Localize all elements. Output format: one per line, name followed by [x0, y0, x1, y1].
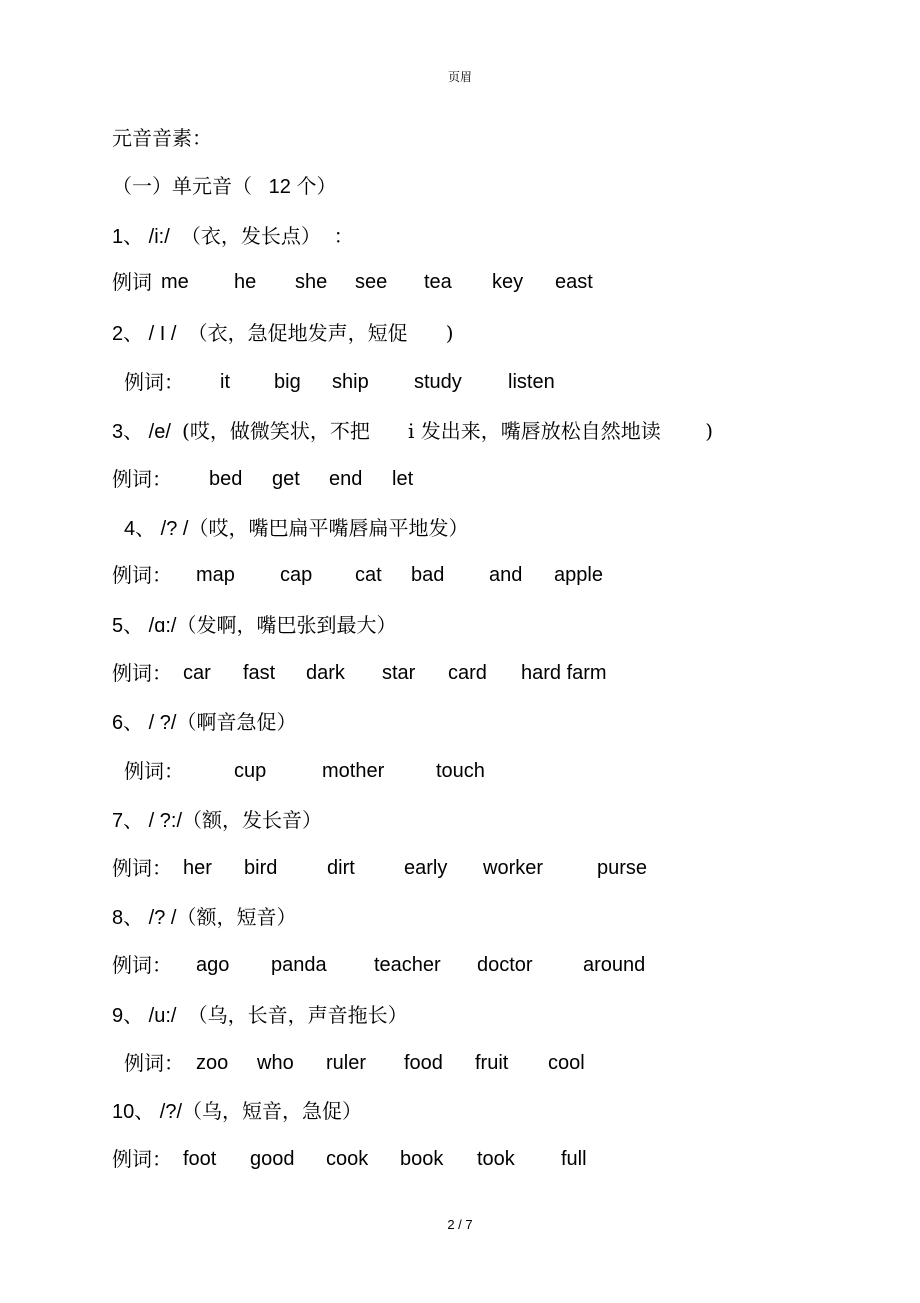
- example-label: 例词：: [112, 661, 172, 685]
- example-word: panda: [271, 954, 327, 976]
- example-word: cup: [234, 760, 267, 782]
- example-word: purse: [597, 857, 648, 879]
- example-word: full: [561, 1148, 587, 1170]
- example-word: zoo: [196, 1052, 229, 1074]
- vowel-description: （乌，短音，急促）: [182, 1099, 363, 1123]
- example-word: around: [583, 954, 646, 976]
- page-title: 元音音素：: [112, 126, 212, 150]
- example-word: card: [448, 662, 487, 684]
- example-word: dark: [306, 662, 345, 684]
- vowel-heading: [112, 321, 454, 346]
- vowel-symbol: 10、 /?/: [112, 1101, 183, 1123]
- example-word: her: [183, 857, 212, 879]
- example-word: fruit: [475, 1052, 509, 1074]
- example-word: end: [329, 468, 363, 490]
- example-word: car: [183, 662, 211, 684]
- example-label: 例词：: [112, 953, 172, 977]
- vowel-description: （衣，发长点） ：: [180, 224, 354, 248]
- vowel-symbol: 5、 /ɑ:/: [112, 615, 177, 637]
- example-word: fast: [243, 662, 276, 684]
- example-word: let: [392, 468, 414, 490]
- example-word: apple: [554, 564, 603, 586]
- example-word: bed: [209, 468, 243, 490]
- example-word: get: [272, 468, 300, 490]
- vowel-heading: [112, 808, 322, 833]
- vowel-heading: [112, 419, 713, 444]
- example-label: 例词：: [112, 563, 172, 587]
- example-word: me: [161, 271, 189, 293]
- example-word: teacher: [374, 954, 441, 976]
- example-word: touch: [436, 760, 485, 782]
- vowel-heading: [112, 613, 396, 638]
- example-label: 例词：: [124, 759, 184, 783]
- vowel-symbol: 4、 /? /: [124, 518, 189, 540]
- example-word: she: [295, 271, 328, 293]
- example-word: foot: [183, 1148, 217, 1170]
- example-word: cap: [280, 564, 313, 586]
- example-label: 例词：: [124, 1051, 184, 1075]
- vowel-symbol: 8、 /? /: [112, 907, 177, 929]
- vowel-description: （衣，急促地发声，短促 ): [187, 321, 454, 345]
- vowel-description: (哎，做微笑状，不把 i 发出来，嘴唇放松自然地读 ): [182, 419, 714, 443]
- example-word: bad: [411, 564, 445, 586]
- vowel-description: （乌，长音，声音拖长）: [187, 1003, 408, 1027]
- example-label: 例词: [112, 270, 152, 294]
- example-label: 例词：: [124, 370, 184, 394]
- example-word: study: [414, 371, 462, 393]
- vowel-description: （额，短音）: [176, 905, 297, 929]
- example-word: big: [274, 371, 301, 393]
- vowel-heading: [112, 1099, 362, 1124]
- example-word: hard farm: [521, 662, 607, 684]
- section-label: （一）单元音（: [112, 174, 252, 198]
- vowel-symbol: 2、 / I /: [112, 323, 177, 345]
- example-word: doctor: [477, 954, 533, 976]
- vowel-heading: [112, 224, 354, 249]
- example-word: it: [220, 371, 230, 393]
- example-word: tea: [424, 271, 452, 293]
- example-word: ago: [196, 954, 230, 976]
- example-word: cat: [355, 564, 382, 586]
- example-word: who: [257, 1052, 294, 1074]
- example-label: 例词：: [112, 1147, 172, 1171]
- example-word: took: [477, 1148, 515, 1170]
- example-word: key: [492, 271, 524, 293]
- example-word: worker: [483, 857, 544, 879]
- example-word: mother: [322, 760, 385, 782]
- example-word: good: [250, 1148, 295, 1170]
- example-word: cook: [326, 1148, 369, 1170]
- example-word: cool: [548, 1052, 585, 1074]
- vowel-symbol: 7、 / ?:/: [112, 810, 183, 832]
- vowel-heading: [112, 1003, 408, 1028]
- section-count: 12 个）: [268, 176, 337, 198]
- page-header: 页眉: [447, 70, 472, 84]
- example-word: bird: [244, 857, 278, 879]
- vowel-symbol: 1、 /i:/: [112, 226, 170, 248]
- example-word: listen: [508, 371, 555, 393]
- example-word: early: [404, 857, 448, 879]
- example-word: ruler: [326, 1052, 367, 1074]
- vowel-symbol: 6、 / ?/: [112, 712, 177, 734]
- page-number: 2 / 7: [447, 1217, 473, 1232]
- example-label: 例词：: [112, 467, 172, 491]
- example-word: dirt: [327, 857, 355, 879]
- example-word: he: [234, 271, 257, 293]
- vowel-description: （发啊，嘴巴张到最大）: [176, 613, 397, 637]
- section-heading: [112, 174, 336, 199]
- vowel-symbol: 9、 /u:/: [112, 1005, 177, 1027]
- vowel-heading: [112, 710, 296, 735]
- example-word: ship: [332, 371, 369, 393]
- example-word: map: [196, 564, 235, 586]
- example-word: see: [355, 271, 388, 293]
- vowel-description: （额，发长音）: [182, 808, 323, 832]
- example-label: 例词：: [112, 856, 172, 880]
- example-word: and: [489, 564, 523, 586]
- vowel-heading: [112, 905, 296, 930]
- example-word: east: [555, 271, 593, 293]
- example-word: star: [382, 662, 416, 684]
- vowel-description: （啊音急促）: [176, 710, 297, 734]
- example-word: book: [400, 1148, 444, 1170]
- vowel-symbol: 3、 /e/: [112, 421, 171, 443]
- example-word: food: [404, 1052, 443, 1074]
- vowel-description: （哎，嘴巴扁平嘴唇扁平地发）: [188, 516, 469, 540]
- vowel-heading: [124, 516, 468, 541]
